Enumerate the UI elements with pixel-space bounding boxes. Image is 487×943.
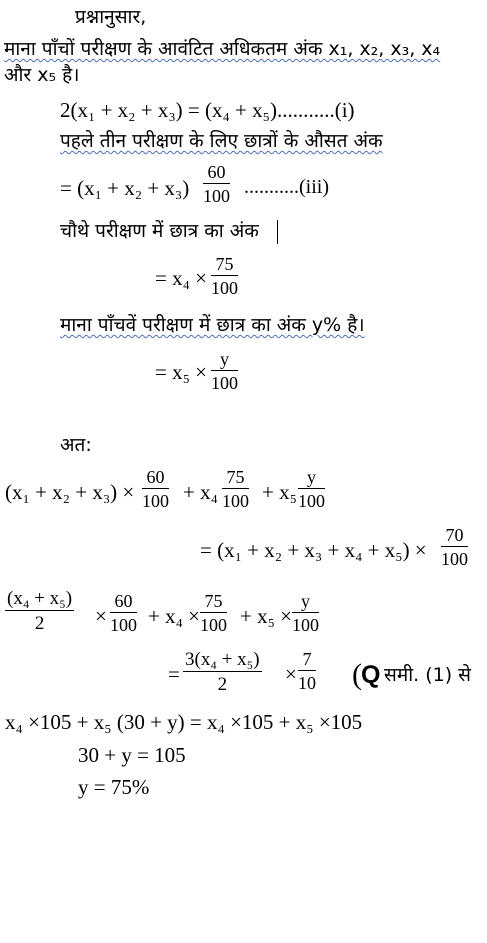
- equation-plus-x5-times: + x₅ ×: [240, 604, 293, 628]
- text-line-maana-panchve: [60, 316, 365, 335]
- text-line-maana-panchve-content: माना पाँचवें परीक्षण में छात्र का अंक y% है।: [60, 314, 365, 336]
- fraction-numerator: 60: [110, 592, 137, 613]
- equation-answer: y = 75%: [78, 775, 150, 799]
- fraction-denominator: 100: [441, 549, 468, 569]
- fraction-y-100-a: [211, 350, 238, 392]
- fraction-y-100-c: [292, 592, 319, 634]
- text-sami-1-se: समी. (1) से: [384, 664, 472, 686]
- fraction-denominator: 100: [203, 186, 230, 206]
- fraction-numerator: 3(x₄ + x₅): [185, 649, 260, 670]
- fraction-denominator: 100: [222, 491, 249, 511]
- fraction-denominator: 2: [34, 613, 45, 634]
- equation-final-2: 30 + y = 105: [78, 743, 186, 767]
- text-line-atah: अत:: [60, 434, 92, 456]
- fraction-denominator: 2: [217, 674, 228, 695]
- fraction-60-100-a: [203, 163, 230, 205]
- text-line-pahle: [60, 132, 383, 151]
- fraction-denominator: 100: [200, 615, 227, 635]
- paren-open: (: [352, 658, 362, 691]
- fraction-60-100-c: [110, 592, 137, 634]
- fraction-60-100-b: [142, 468, 169, 510]
- equation-i: 2(x₁ + x₂ + x₃) = (x₄ + x₅)...........(i): [60, 98, 355, 122]
- heading-prashnanusar: प्रश्नानुसार,: [75, 6, 147, 28]
- fraction-numerator: 75: [200, 592, 227, 613]
- text-line-aur: और x₅ है।: [4, 64, 80, 86]
- fraction-7-10: [298, 650, 316, 692]
- text-cursor: [277, 220, 278, 244]
- fraction-numerator: y: [211, 350, 238, 371]
- text-line-maana: [4, 40, 440, 59]
- fraction-75-100-a: [211, 255, 238, 297]
- fraction-numerator: (x₄ + x₅): [7, 588, 73, 609]
- equation-x4: = x₄ ×: [155, 266, 208, 290]
- fraction-numerator: 75: [222, 468, 249, 489]
- equation-avg-lhs: = (x₁ + x₂ + x₃): [60, 176, 190, 200]
- fraction-numerator: 75: [211, 255, 238, 276]
- fraction-denominator: 100: [211, 373, 238, 393]
- fraction-denominator: 100: [211, 278, 238, 298]
- equation-iii-label: ...........(iii): [244, 176, 329, 198]
- fraction-x4x5-over-2: [5, 589, 74, 633]
- fraction-denominator: 100: [298, 491, 325, 511]
- equation-final-1: x₄ ×105 + x₅ (30 + y) = x₄ ×105 + x₅ ×105: [5, 710, 363, 734]
- text-line-chauthe: चौथे परीक्षण में छात्र का अंक: [60, 220, 259, 242]
- fraction-numerator: 70: [441, 526, 468, 547]
- fraction-denominator: 100: [292, 615, 319, 635]
- fraction-denominator: 100: [110, 615, 137, 635]
- fraction-numerator: y: [292, 592, 319, 613]
- equation-times-2: ×: [285, 662, 297, 686]
- fraction-3x4x5-over-2: [183, 650, 262, 694]
- equation-plus-x5: + x₅: [262, 480, 297, 504]
- equation-plus-x4: + x₄: [183, 480, 218, 504]
- fraction-75-100-b: [222, 468, 249, 510]
- fraction-denominator: 10: [298, 673, 316, 693]
- fraction-numerator: y: [298, 468, 325, 489]
- fraction-y-100-b: [298, 468, 325, 510]
- equation-sum-rhs: = (x₁ + x₂ + x₃ + x₄ + x₅) ×: [200, 538, 427, 562]
- fraction-denominator: 100: [142, 491, 169, 511]
- because-symbol: Q: [361, 661, 381, 689]
- equation-sum-lhs: (x₁ + x₂ + x₃) ×: [5, 480, 135, 504]
- fraction-75-100-c: [200, 592, 227, 634]
- equation-plus-x4-times: + x₄ ×: [148, 604, 201, 628]
- fraction-70-100: [441, 526, 468, 568]
- equation-times: ×: [95, 604, 107, 628]
- fraction-numerator: 60: [203, 163, 230, 184]
- fraction-numerator: 7: [298, 650, 316, 671]
- text-line-maana-content: माना पाँचों परीक्षण के आवंटित अधिकतम अंक x₁, x₂, x₃, x₄: [4, 38, 441, 60]
- equation-equals: =: [168, 662, 180, 686]
- fraction-numerator: 60: [142, 468, 169, 489]
- text-line-pahle-content: पहले तीन परीक्षण के लिए छात्रों के औसत अंक: [60, 130, 383, 152]
- equation-x5: = x₅ ×: [155, 360, 208, 384]
